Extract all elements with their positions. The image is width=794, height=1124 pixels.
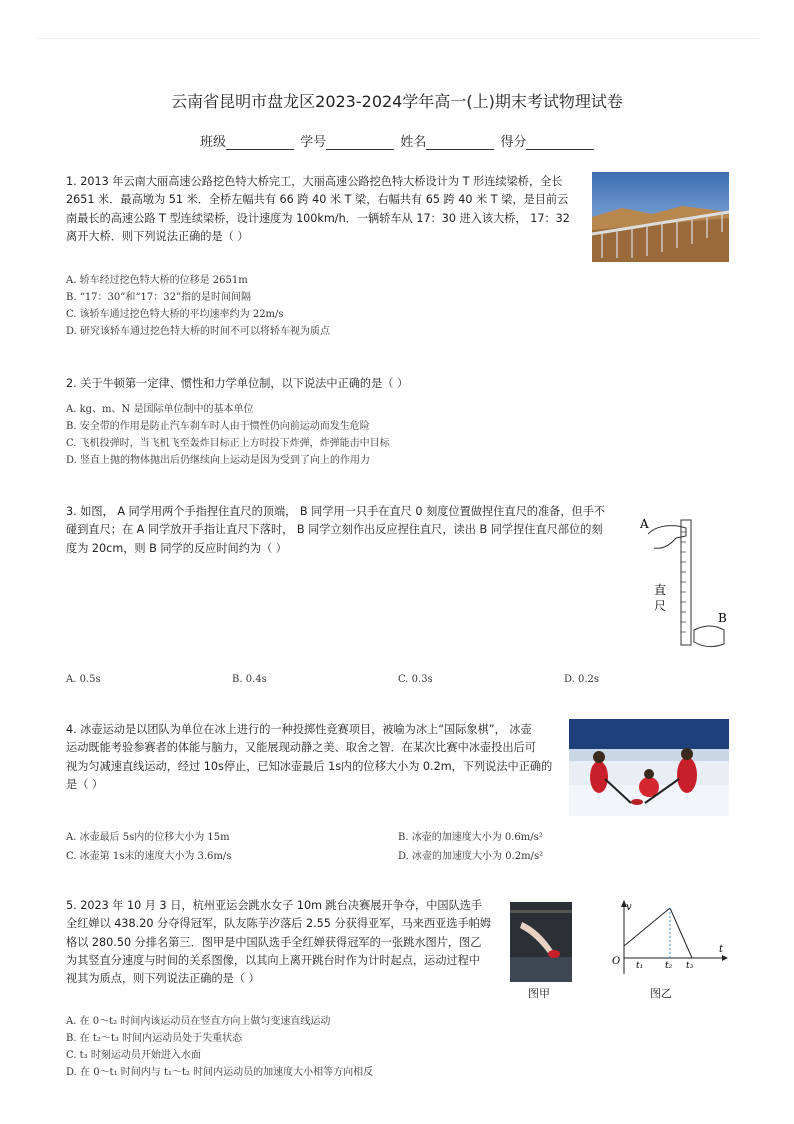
q2-option-a[interactable]: A. kg、m、N 是国际单位制中的基本单位 [66, 404, 254, 415]
q1-option-c[interactable]: C. 该轿车通过挖色特大桥的平均速率约为 22m/s [66, 309, 284, 320]
q4-option-b[interactable]: B. 冰壶的加速度大小为 0.6m/s² [398, 832, 543, 843]
question-5-text: 5. 2023 年 10 月 3 日，杭州亚运会跳水女子 10m 跳台决赛展开争夺，中国队选手 全红婵以 438.20 分夺得冠军，队友陈芋汐落后 2.55 分获得亚军，马来西亚选手帕姆 格以 280.50 分排名第三．图甲是中国队选手全红婵获得冠军的一张跳水图片，图乙 为其竖直分速度与时间的关系图像，以其向上离开跳台时作为计时起点，运动过程中 视其为质点，则下列说法正确的是（ ） [66, 899, 492, 986]
q2-option-d[interactable]: D. 竖直上抛的物体抛出后仍继续向上运动是因为受到了向上的作用力 [66, 455, 371, 466]
q3-option-a[interactable]: A. 0.5s [66, 674, 101, 685]
question-2-options [66, 401, 390, 469]
name-blank[interactable] [426, 136, 494, 150]
tick-t2: t₂ [665, 961, 673, 971]
q2-option-b[interactable]: B. 安全带的作用是防止汽车刹车时人由于惯性仍向前运动而发生危险 [66, 421, 370, 432]
q5-option-a[interactable]: A. 在 0～t₂ 时间内该运动员在竖直方向上做匀变速直线运动 [66, 1016, 331, 1027]
origin-o: O [612, 956, 621, 967]
q3-option-b[interactable]: B. 0.4s [232, 674, 267, 685]
label-b: B [718, 611, 727, 625]
curling-photo [569, 719, 729, 816]
question-5-options [66, 1013, 373, 1081]
q5-option-c[interactable]: C. t₃ 时刻运动员开始进入水面 [66, 1050, 201, 1061]
page-title: 云南省昆明市盘龙区2023-2024学年高一(上)期末考试物理试卷 [171, 92, 623, 111]
id-label: 学号 [300, 135, 327, 150]
axis-t: t [719, 944, 724, 955]
diver-photo [510, 902, 572, 982]
q3-option-d[interactable]: D. 0.2s [564, 674, 600, 685]
question-1-text: 1. 2013 年云南大丽高速公路挖色特大桥完工，大丽高速公路挖色特大桥设计为 T 形连续梁桥，全长 2651 米．最高墩为 51 米．全桥左幅共有 66 跨 40 米 T 梁，右幅共有 65 跨 40 米 T 梁，是目前云 南最长的高速公路 T 型连续梁桥，设计速度为 100km/h．一辆轿车从 17：30 进入该大桥， 17：32 离开大桥．则下列说法正确的是（ ） [66, 175, 570, 243]
ruler-figure [638, 512, 734, 662]
class-blank[interactable] [226, 136, 294, 150]
q3-option-c[interactable]: C. 0.3s [398, 674, 433, 685]
q5-option-b[interactable]: B. 在 t₂～t₃ 时间内运动员处于失重状态 [66, 1033, 243, 1044]
bridge-photo [592, 172, 729, 262]
q4-option-a[interactable]: A. 冰壶最后 5s内的位移大小为 15m [66, 832, 230, 843]
q5-option-d[interactable]: D. 在 0～t₁ 时间内与 t₁～t₂ 时间内运动员的加速度大小相等方向相反 [66, 1067, 374, 1078]
question-1-options [66, 272, 330, 340]
student-info-row [200, 131, 596, 150]
q4-option-c[interactable]: C. 冰壶第 1s末的速度大小为 3.6m/s [66, 851, 232, 862]
question-2-text: 2. 关于牛顿第一定律、惯性和力学单位制，以下说法中正确的是（ ） [66, 377, 409, 390]
q1-option-b[interactable]: B. “17：30”和“17：32”指的是时间间隔 [66, 292, 252, 303]
score-blank[interactable] [526, 136, 594, 150]
tick-t3: t₃ [686, 961, 694, 971]
axis-v: v [626, 902, 632, 913]
label-a: A [640, 517, 649, 531]
id-blank[interactable] [326, 136, 394, 150]
velocity-time-graph [606, 898, 730, 978]
top-rule [36, 38, 758, 39]
question-4-options [66, 829, 706, 865]
name-label: 姓名 [400, 135, 427, 150]
q2-option-c[interactable]: C. 飞机投弹时，当飞机飞至轰炸目标正上方时投下炸弹，炸弹能击中目标 [66, 438, 390, 449]
q4-option-d[interactable]: D. 冰壶的加速度大小为 0.2m/s² [398, 851, 544, 862]
caption-yi: 图乙 [650, 987, 672, 1000]
ruler-label-2: 尺 [654, 599, 667, 613]
tick-t1: t₁ [636, 961, 644, 971]
q1-option-a[interactable]: A. 轿车经过挖色特大桥的位移是 2651m [66, 275, 248, 286]
ruler-label-1: 直 [654, 583, 667, 597]
question-3-text: 3. 如图， A 同学用两个手指捏住直尺的顶端， B 同学用一只手在直尺 0 刻度位置做捏住直尺的准备，但手不 碰到直尺；在 A 同学放开手指让直尺下落时， B 同学立刻作出反应捏住直尺，读出 B 同学捏住直尺部位的刻 度为 20cm，则 B 同学的反应时间约为（ ） [66, 505, 606, 555]
class-label: 班级 [200, 135, 227, 150]
q1-option-d[interactable]: D. 研究该轿车通过挖色特大桥的时间不可以将轿车视为质点 [66, 326, 331, 337]
caption-jia: 图甲 [528, 987, 550, 1000]
question-4-text: 4. 冰壶运动是以团队为单位在冰上进行的一种投掷性竞赛项目，被喻为冰上“国际象棋”， 冰壶 运动既能考验参赛者的体能与脑力，又能展现动静之美、取舍之智．在某次比赛中冰壶投出后可 视为匀减速直线运动，经过 10s停止，已知冰壶最后 1s内的位移大小为 0.2m，下列说法中正确的 是（ ） [66, 723, 553, 791]
score-label: 得分 [500, 135, 527, 150]
